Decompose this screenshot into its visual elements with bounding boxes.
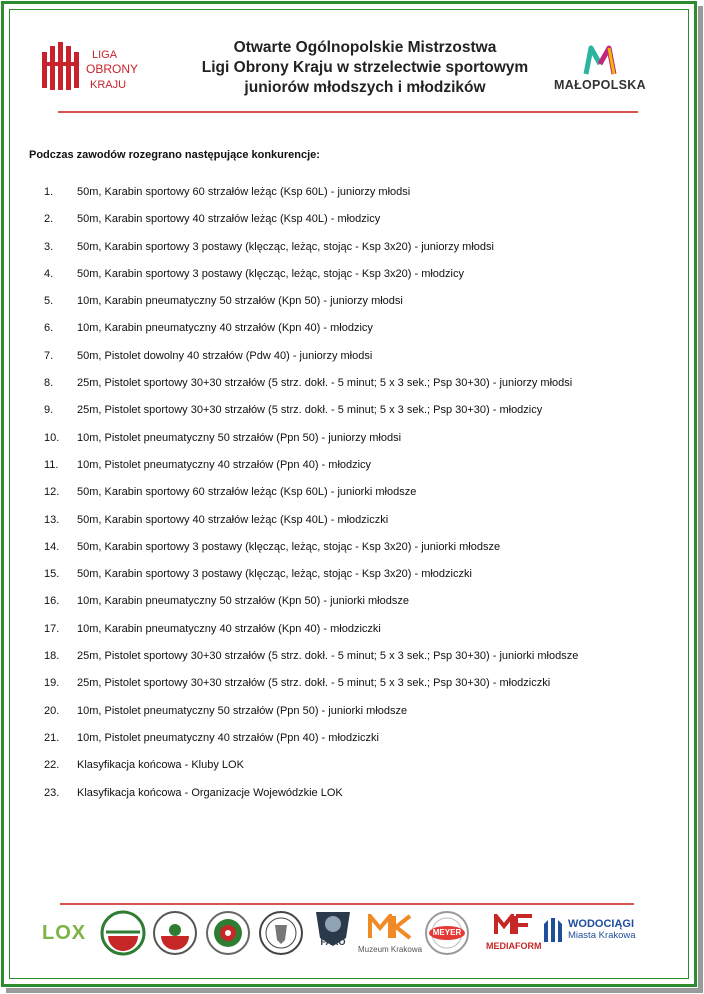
list-item-number: 9. [44, 404, 54, 417]
intro-text: Podczas zawodów rozegrano następujące konkurencje: [29, 149, 320, 161]
list-item-number: 1. [44, 186, 54, 198]
list-item [0, 595, 704, 622]
list-item-text: 50m, Karabin sportowy 3 postawy (klęcząc, leżąc, stojąc - Ksp 3x20) - młodziczki [77, 568, 472, 581]
lox-logo: LOX [42, 922, 87, 944]
list-item-number: 14. [44, 540, 60, 553]
list-item-text: 10m, Karabin pneumatyczny 50 strzałów (Kpn 50) - juniorki młodsze [77, 595, 409, 608]
list-item-number: 4. [44, 267, 54, 280]
header [0, 0, 704, 120]
list-item-number: 8. [44, 377, 54, 390]
list-item [0, 377, 704, 404]
list-item-text: 10m, Pistolet pneumatyczny 50 strzałów (Ppn 50) - juniorzy młodsi [77, 431, 402, 444]
muzeum-krakowa-logo: Muzeum Krakowa [358, 914, 422, 954]
svg-text:KRAJU: KRAJU [90, 79, 127, 91]
lok-logo [40, 40, 140, 100]
list-item-text: Klasyfikacja końcowa - Kluby LOK [77, 759, 244, 772]
list-item [0, 186, 704, 213]
list-item-text: 50m, Karabin sportowy 3 postawy (klęcząc, leżąc, stojąc - Ksp 3x20) - juniorzy młodsi [77, 240, 494, 253]
list-item-text: 10m, Pistolet pneumatyczny 50 strzałów (Ppn 50) - juniorki młodsze [77, 704, 408, 717]
list-item [0, 568, 704, 595]
list-item [0, 486, 704, 513]
list-item-text: 10m, Pistolet pneumatyczny 40 strzałów (Ppn 40) - młodziczki [77, 731, 380, 744]
list-item-text: 25m, Pistolet sportowy 30+30 strzałów (5 strz. dokł. - 5 minut; 5 x 3 sek.; Psp 30+30) - juniorzy młodsi [77, 377, 573, 390]
mediaform-logo: MEDIAFORM [486, 914, 542, 951]
list-item-number: 21. [44, 731, 60, 744]
svg-text:LIGA: LIGA [92, 49, 118, 61]
list-item-number: 13. [44, 513, 60, 526]
list-item-text: 25m, Pistolet sportowy 30+30 strzałów (5 strz. dokł. - 5 minut; 5 x 3 sek.; Psp 30+30) - młodzicy [77, 404, 543, 417]
list-item-number: 2. [44, 213, 54, 226]
list-item [0, 404, 704, 431]
meyer-logo: MEYER [424, 910, 470, 961]
list-item-number: 5. [44, 295, 54, 308]
malopolska-m-icon [583, 44, 617, 76]
list-item-number: 18. [44, 650, 60, 663]
list-item [0, 432, 704, 459]
list-item-text: 50m, Karabin sportowy 60 strzałów leżąc (Ksp 60L) - juniorzy młodsi [77, 186, 411, 198]
list-item-number: 3. [44, 240, 54, 253]
header-divider [58, 111, 638, 113]
list-item-number: 19. [44, 677, 60, 690]
club-emblem-1-icon [100, 910, 146, 961]
list-item [0, 241, 704, 268]
list-item [0, 459, 704, 486]
list-item [0, 705, 704, 732]
list-item-text: 50m, Karabin sportowy 60 strzałów leżąc (Ksp 60L) - juniorki młodsze [77, 486, 417, 499]
list-item-number: 6. [44, 322, 54, 335]
list-item-text: 50m, Karabin sportowy 40 strzałów leżąc (Ksp 40L) - młodziczki [77, 513, 389, 526]
list-item-number: 12. [44, 486, 60, 499]
lok-emblem-icon [40, 40, 140, 100]
list-item-text: Klasyfikacja końcowa - Organizacje Wojewódzkie LOK [77, 786, 343, 799]
list-item-number: 7. [44, 349, 54, 362]
list-item [0, 732, 704, 759]
list-item-number: 23. [44, 786, 60, 799]
list-item [0, 759, 704, 786]
list-item-number: 11. [44, 458, 59, 471]
wodociagi-logo: WODOCIĄGI Miasta Krakowa [542, 916, 564, 949]
list-item-text: 25m, Pistolet sportowy 30+30 strzałów (5 strz. dokł. - 5 minut; 5 x 3 sek.; Psp 30+30) - juniorki młodsze [77, 650, 579, 663]
list-item-text: 50m, Karabin sportowy 3 postawy (klęcząc, leżąc, stojąc - Ksp 3x20) - młodzicy [77, 267, 464, 280]
list-item [0, 677, 704, 704]
list-item-number: 15. [44, 568, 60, 581]
list-item [0, 650, 704, 677]
list-item [0, 350, 704, 377]
list-item [0, 787, 704, 814]
list-item-number: 22. [44, 759, 60, 772]
list-item [0, 623, 704, 650]
list-item [0, 514, 704, 541]
club-emblem-3-icon [205, 910, 251, 961]
list-item [0, 322, 704, 349]
list-item [0, 213, 704, 240]
list-item [0, 295, 704, 322]
list-item [0, 541, 704, 568]
title-line-2: Ligi Obrony Kraju w strzelectwie sportowym [201, 59, 529, 76]
list-item-text: 10m, Pistolet pneumatyczny 40 strzałów (Ppn 40) - młodzicy [77, 458, 372, 471]
list-item-text: 50m, Pistolet dowolny 40 strzałów (Pdw 40) - juniorzy młodsi [77, 349, 373, 362]
club-emblem-4-icon [258, 910, 304, 961]
list-item-number: 20. [44, 704, 60, 717]
list-item-text: 25m, Pistolet sportowy 30+30 strzałów (5 strz. dokł. - 5 minut; 5 x 3 sek.; Psp 30+30) - młodziczki [77, 677, 551, 690]
list-item-text: 10m, Karabin pneumatyczny 40 strzałów (Kpn 40) - młodziczki [77, 622, 381, 635]
title-line-3: juniorów młodszych i młodzików [244, 79, 486, 96]
list-item-text: 10m, Karabin pneumatyczny 50 strzałów (Kpn 50) - juniorzy młodsi [77, 295, 403, 308]
list-item [0, 268, 704, 295]
list-item-text: 50m, Karabin sportowy 40 strzałów leżąc (Ksp 40L) - młodzicy [77, 213, 381, 226]
sponsor-logos [40, 908, 660, 960]
competition-list [0, 186, 704, 814]
list-item-text: 10m, Karabin pneumatyczny 40 strzałów (Kpn 40) - młodzicy [77, 322, 373, 335]
footer-divider [60, 903, 634, 905]
page-shadow-bottom [6, 988, 703, 993]
list-item-text: 50m, Karabin sportowy 3 postawy (klęcząc, leżąc, stojąc - Ksp 3x20) - juniorki młodsze [77, 540, 501, 553]
malopolska-logo [545, 44, 655, 96]
faro-logo: FARO [312, 908, 354, 947]
list-item-number: 10. [44, 431, 60, 444]
page-title [145, 38, 585, 98]
club-emblem-2-icon [152, 910, 198, 961]
svg-text:OBRONY: OBRONY [86, 62, 139, 76]
list-item-number: 17. [44, 622, 60, 635]
list-item-number: 16. [44, 595, 60, 608]
title-line-1: Otwarte Ogólnopolskie Mistrzostwa [233, 39, 497, 56]
malopolska-text: MAŁOPOLSKA [554, 78, 646, 92]
